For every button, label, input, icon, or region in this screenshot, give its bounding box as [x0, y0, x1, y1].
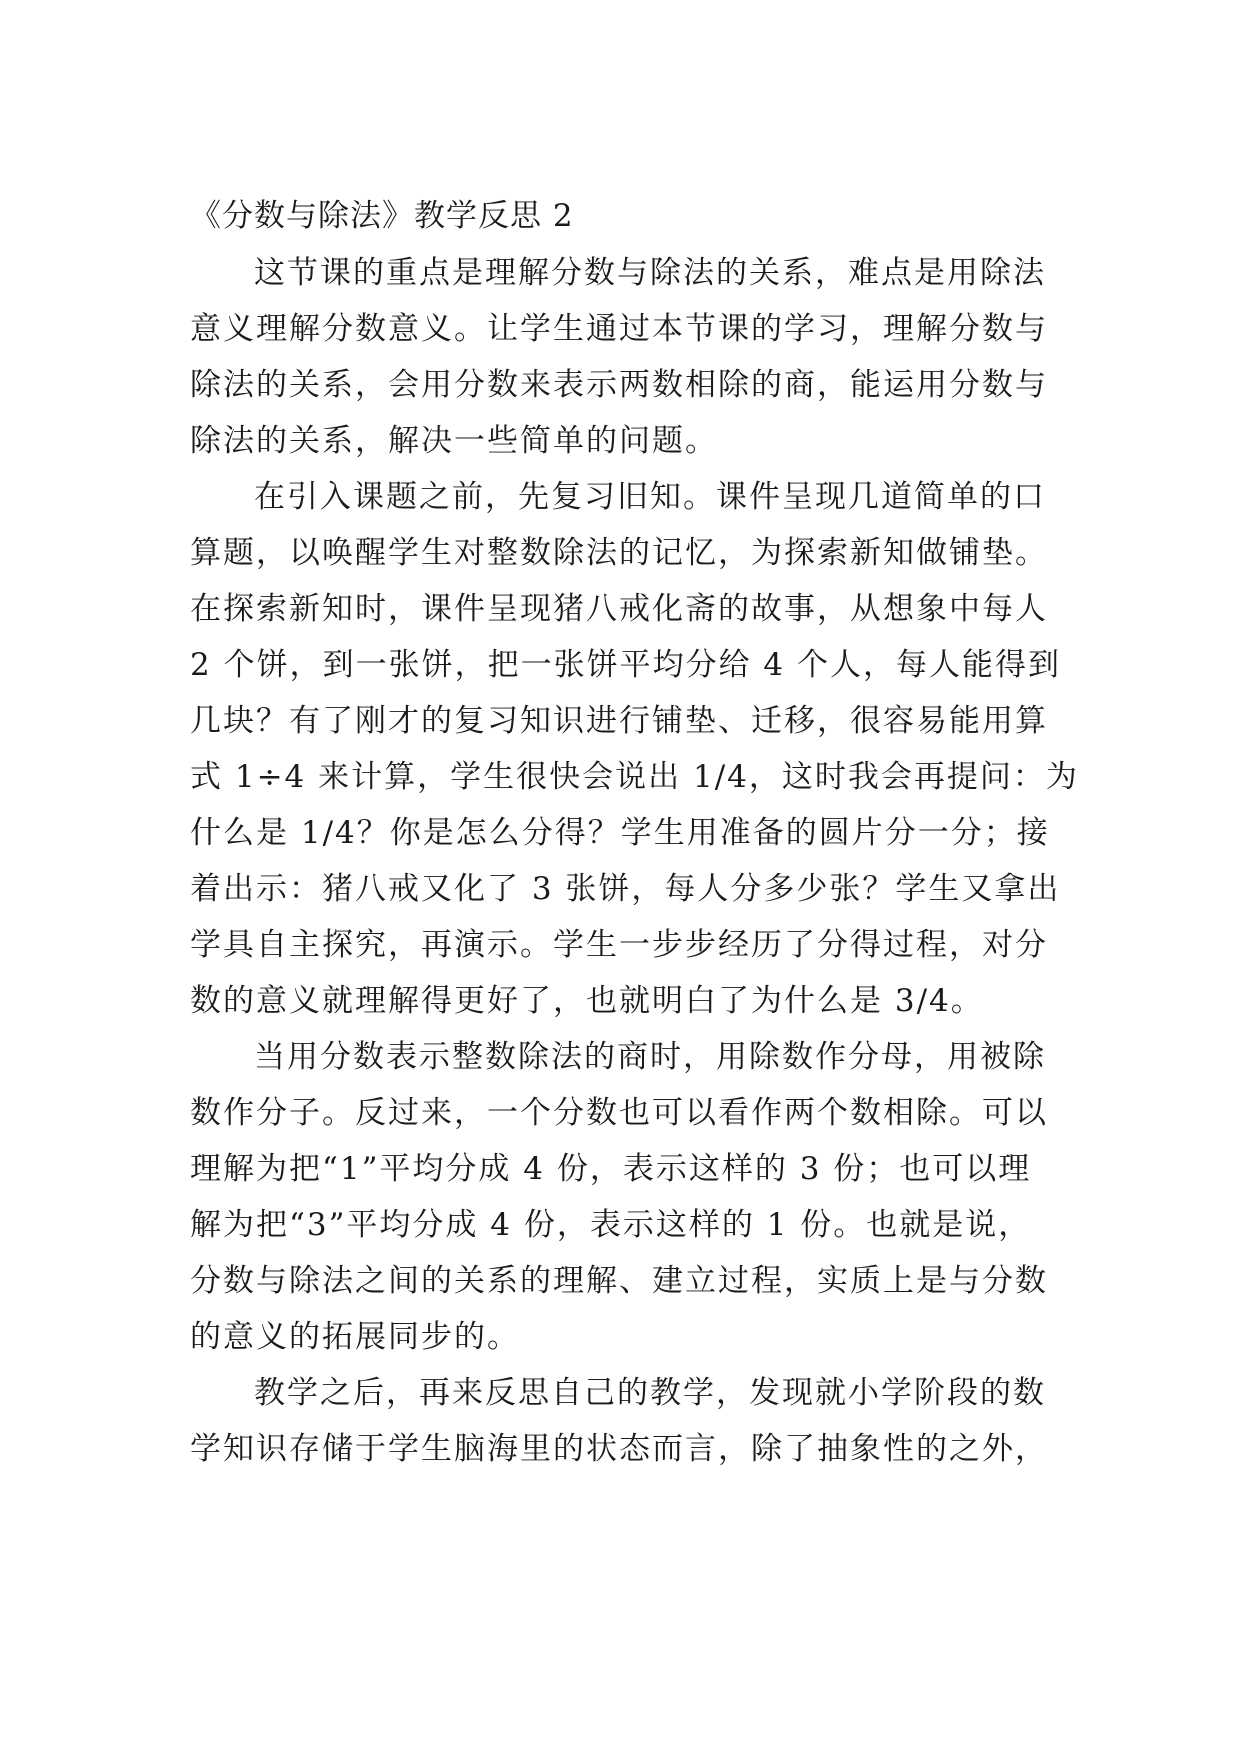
paragraph-line: 的意义的拓展同步的。: [190, 1319, 520, 1355]
paragraph-line: 学具自主探究，再演示。学生一步步经历了分得过程，对分: [190, 927, 1048, 963]
paragraph-line: 解为把“3”平均分成 4 份，表示这样的 1 份。也就是说，: [190, 1207, 1032, 1243]
paragraph-line: 除法的关系，会用分数来表示两数相除的商，能运用分数与: [190, 367, 1048, 403]
paragraph-line: 除法的关系，解决一些简单的问题。: [190, 423, 718, 459]
paragraph-line: 算题，以唤醒学生对整数除法的记忆，为探索新知做铺垫。: [190, 535, 1048, 571]
paragraph-line: 意义理解分数意义。让学生通过本节课的学习，理解分数与: [190, 311, 1048, 347]
paragraph-line: 数的意义就理解得更好了，也就明白了为什么是 3/4。: [190, 983, 984, 1019]
document-title: 《分数与除法》教学反思 2: [190, 198, 574, 234]
paragraph-line: 数作分子。反过来，一个分数也可以看作两个数相除。可以: [190, 1095, 1048, 1131]
paragraph-line: 什么是 1/4？你是怎么分得？学生用准备的圆片分一分；接: [190, 815, 1050, 851]
paragraph-line: 几块？有了刚才的复习知识进行铺垫、迁移，很容易能用算: [190, 703, 1048, 739]
paragraph-line: 分数与除法之间的关系的理解、建立过程，实质上是与分数: [190, 1263, 1048, 1299]
paragraph-line: 这节课的重点是理解分数与除法的关系，难点是用除法: [254, 255, 1046, 291]
paragraph-line: 理解为把“1”平均分成 4 份，表示这样的 3 份；也可以理: [190, 1151, 1032, 1187]
paragraph-line: 式 1÷4 来计算，学生很快会说出 1/4，这时我会再提问：为: [190, 759, 1079, 795]
paragraph-line: 2 个饼，到一张饼，把一张饼平均分给 4 个人，每人能得到: [190, 647, 1062, 683]
paragraph-line: 在探索新知时，课件呈现猪八戒化斋的故事，从想象中每人: [190, 591, 1048, 627]
paragraph-line: 学知识存储于学生脑海里的状态而言，除了抽象性的之外，: [190, 1431, 1048, 1467]
paragraph-line: 当用分数表示整数除法的商时，用除数作分母，用被除: [254, 1039, 1046, 1075]
paragraph-line: 在引入课题之前，先复习旧知。课件呈现几道简单的口: [254, 479, 1046, 515]
paragraph-line: 着出示：猪八戒又化了 3 张饼，每人分多少张？学生又拿出: [190, 871, 1061, 907]
paragraph-line: 教学之后，再来反思自己的教学，发现就小学阶段的数: [254, 1375, 1046, 1411]
